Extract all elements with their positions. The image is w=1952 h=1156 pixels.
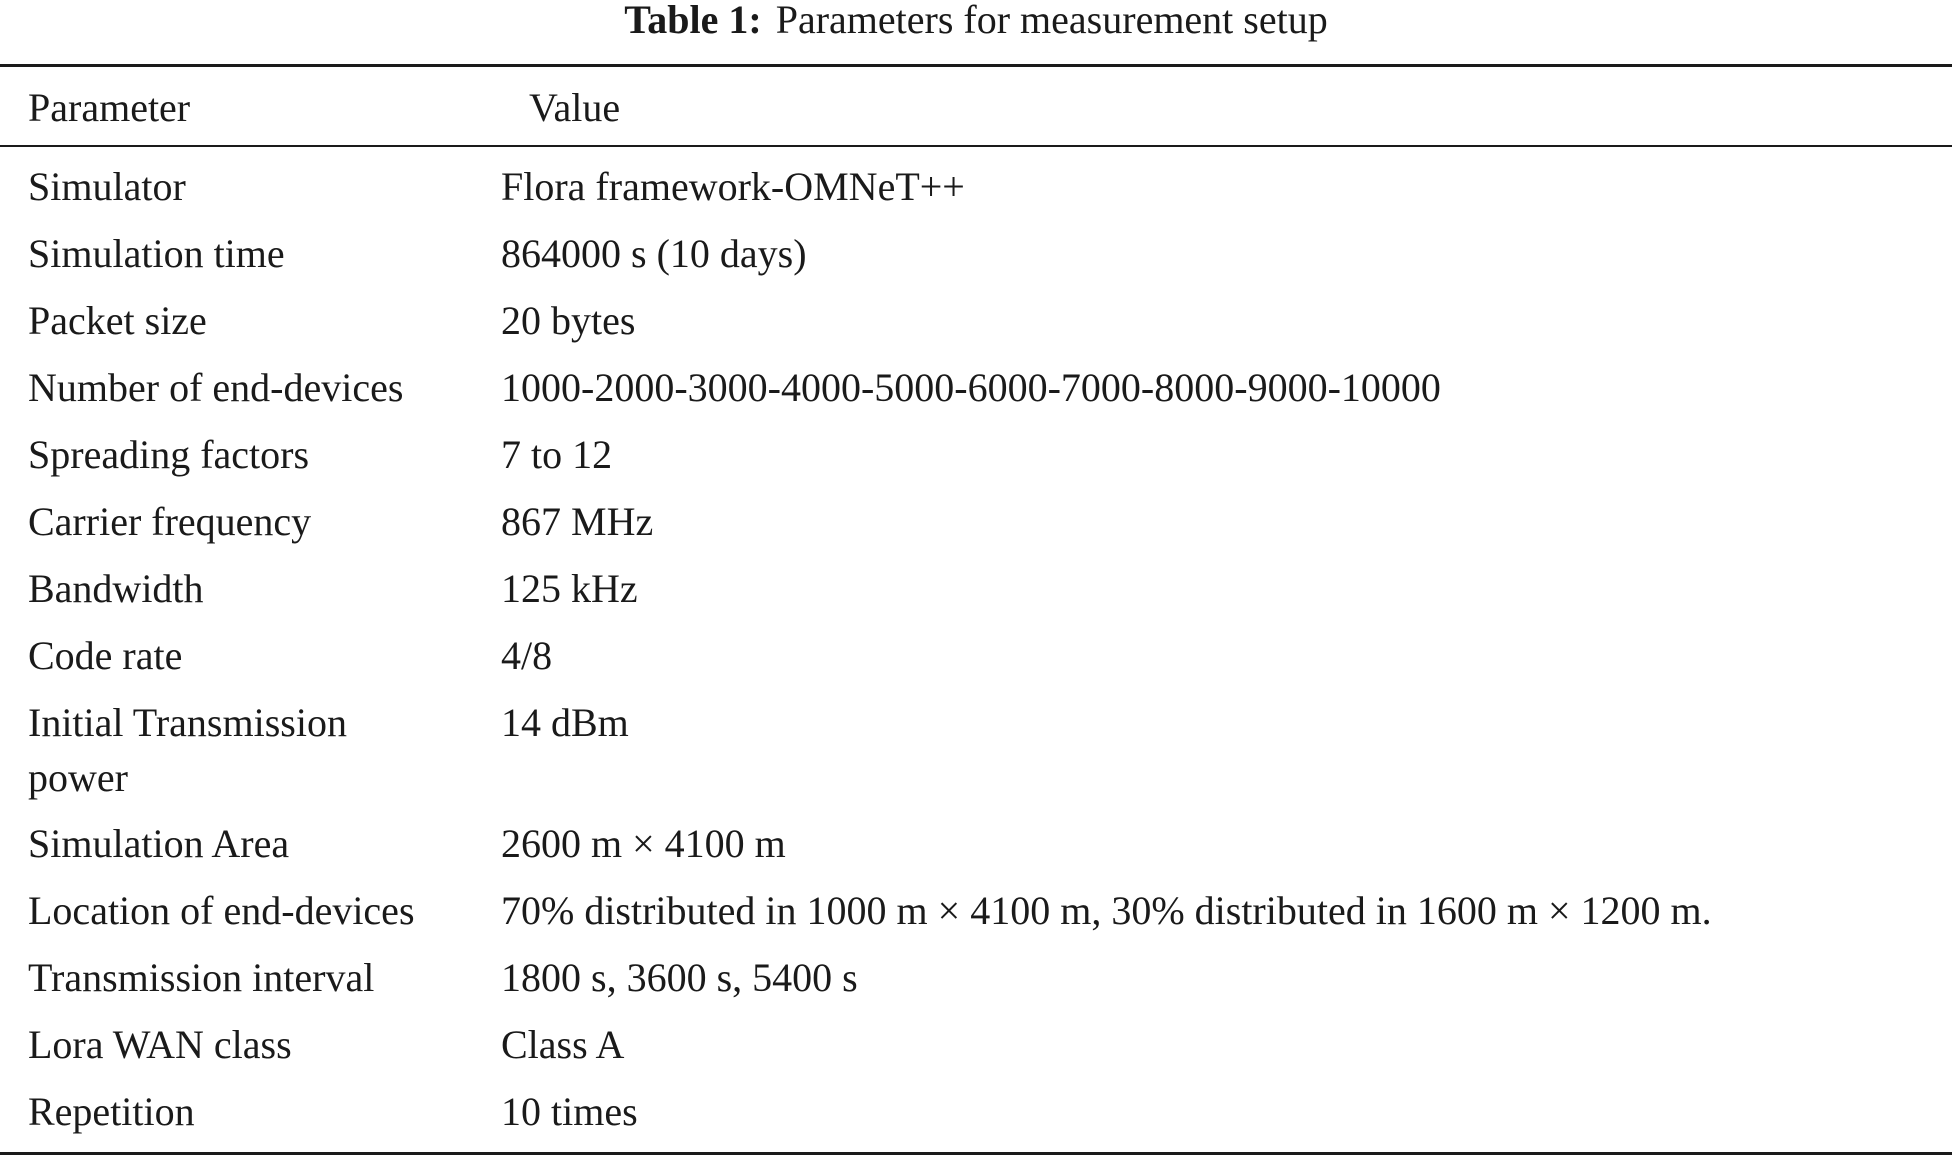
table-row: [0, 427, 1952, 494]
row-value: Class A: [501, 1022, 625, 1067]
row-value: 867 MHz: [501, 499, 654, 544]
table-row: [0, 1017, 1952, 1084]
table-bottom-rule: [0, 1152, 1952, 1155]
table-row: [0, 816, 1952, 883]
row-parameter: Code rate: [28, 633, 183, 678]
row-parameter: Packet size: [28, 298, 207, 343]
row-parameter: Lora WAN class: [28, 1022, 292, 1067]
row-parameter: Simulation Area: [28, 821, 290, 866]
table-row: [0, 1084, 1952, 1151]
table-row: [0, 628, 1952, 695]
row-parameter: Simulator: [28, 164, 186, 209]
row-value: 2600 m × 4100 m: [501, 821, 786, 866]
table-row: [0, 883, 1952, 950]
row-value: 864000 s (10 days): [501, 231, 807, 276]
row-value: 14 dBm: [501, 700, 629, 745]
caption-label: Table 1:: [624, 0, 762, 42]
table-caption: [0, 0, 1952, 44]
row-parameter: Initial Transmission power: [28, 700, 347, 800]
table-top-rule: [0, 64, 1952, 67]
table-row: [0, 226, 1952, 293]
row-value: Flora framework-OMNeT++: [501, 164, 965, 209]
table-body: [0, 159, 1952, 1151]
header-parameter: Parameter: [28, 85, 191, 130]
row-parameter: Transmission interval: [28, 955, 375, 1000]
table-row: [0, 950, 1952, 1017]
header-value: Value: [529, 85, 621, 130]
row-value: 70% distributed in 1000 m × 4100 m, 30% distributed in 1600 m × 1200 m.: [501, 888, 1712, 933]
table-header-rule: [0, 145, 1952, 147]
row-value: 20 bytes: [501, 298, 636, 343]
row-parameter: Simulation time: [28, 231, 285, 276]
table-row: [0, 293, 1952, 360]
row-parameter: Carrier frequency: [28, 499, 312, 544]
row-parameter: Repetition: [28, 1089, 195, 1134]
row-value: 4/8: [501, 633, 553, 678]
table-row: [0, 561, 1952, 628]
row-parameter: Spreading factors: [28, 432, 310, 477]
table-row: [0, 159, 1952, 226]
caption-text: Parameters for measurement setup: [775, 0, 1328, 42]
row-parameter: Location of end-devices: [28, 888, 415, 933]
row-parameter: Number of end-devices: [28, 365, 404, 410]
row-parameter: Bandwidth: [28, 566, 204, 611]
row-value: 10 times: [501, 1089, 638, 1134]
table-row: [0, 695, 1952, 816]
table-row: [0, 360, 1952, 427]
row-value: 1800 s, 3600 s, 5400 s: [501, 955, 858, 1000]
table-row: [0, 494, 1952, 561]
row-value: 125 kHz: [501, 566, 638, 611]
row-value: 1000-2000-3000-4000-5000-6000-7000-8000-9000-10000: [501, 365, 1441, 410]
row-value: 7 to 12: [501, 432, 613, 477]
